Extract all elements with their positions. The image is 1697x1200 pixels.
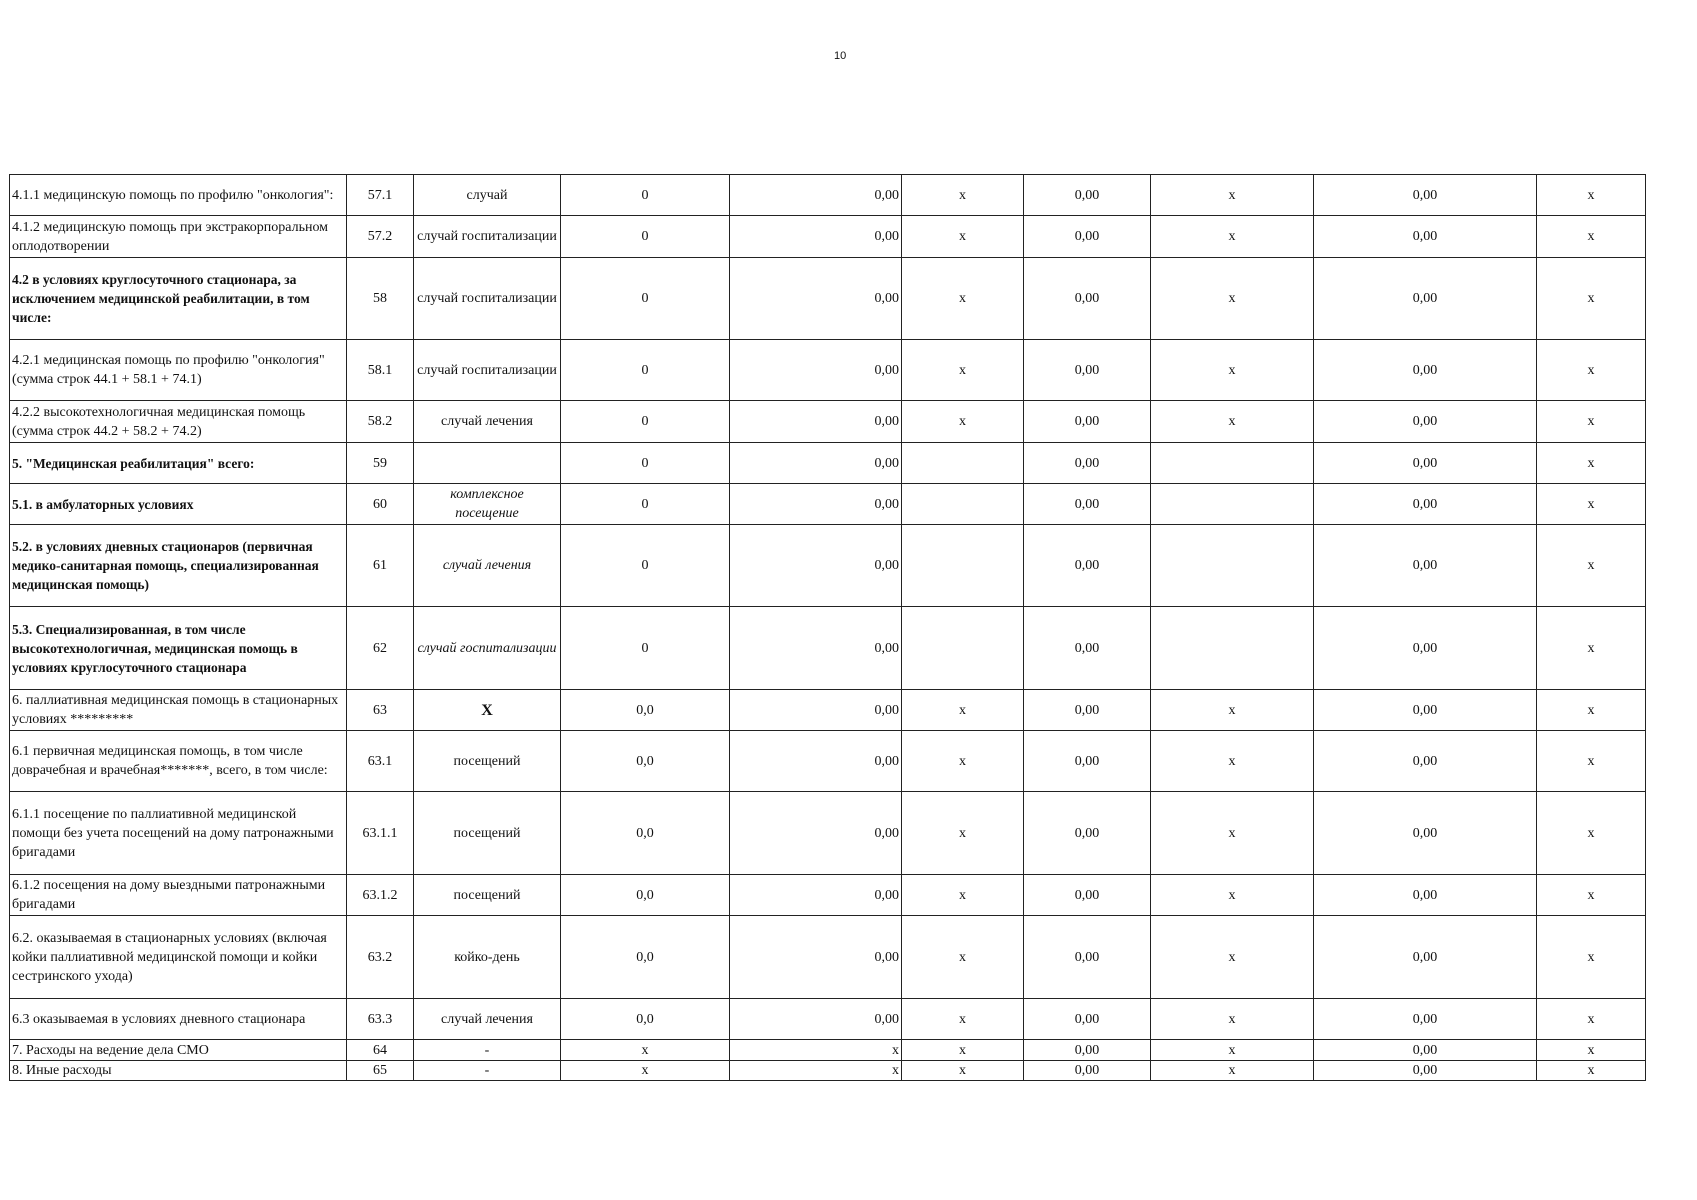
value-cell-6: x <box>902 690 1024 731</box>
unit-cell: X <box>414 690 561 731</box>
value-cell-10: x <box>1537 525 1646 607</box>
row-code: 63.3 <box>347 999 414 1040</box>
value-cell-4: 0,0 <box>561 731 730 792</box>
value-cell-5: 0,00 <box>730 792 902 875</box>
value-cell-6 <box>902 443 1024 484</box>
value-cell-9: 0,00 <box>1314 340 1537 401</box>
value-cell-5: 0,00 <box>730 484 902 525</box>
value-cell-4: 0 <box>561 216 730 258</box>
value-cell-9: 0,00 <box>1314 258 1537 340</box>
value-cell-4: 0 <box>561 484 730 525</box>
value-cell-7: 0,00 <box>1024 1040 1151 1061</box>
value-cell-4: 0 <box>561 175 730 216</box>
value-cell-9: 0,00 <box>1314 175 1537 216</box>
value-cell-10: x <box>1537 1061 1646 1081</box>
row-code: 60 <box>347 484 414 525</box>
value-cell-8 <box>1151 484 1314 525</box>
value-cell-4: 0 <box>561 525 730 607</box>
value-cell-7: 0,00 <box>1024 607 1151 690</box>
value-cell-10: x <box>1537 607 1646 690</box>
table-row <box>10 792 1646 875</box>
value-cell-6 <box>902 525 1024 607</box>
value-cell-7: 0,00 <box>1024 525 1151 607</box>
row-code: 65 <box>347 1061 414 1081</box>
row-label: 4.2.1 медицинская помощь по профилю "онкология" (сумма строк 44.1 + 58.1 + 74.1) <box>10 340 347 401</box>
value-cell-9: 0,00 <box>1314 875 1537 916</box>
unit-cell: койко-день <box>414 916 561 999</box>
value-cell-6: x <box>902 175 1024 216</box>
unit-cell: - <box>414 1040 561 1061</box>
value-cell-8: x <box>1151 401 1314 443</box>
value-cell-7: 0,00 <box>1024 1061 1151 1081</box>
row-code: 63.1.2 <box>347 875 414 916</box>
value-cell-6: x <box>902 401 1024 443</box>
value-cell-5: 0,00 <box>730 401 902 443</box>
row-label: 4.2.2 высокотехнологичная медицинская помощь (сумма строк 44.2 + 58.2 + 74.2) <box>10 401 347 443</box>
value-cell-6: x <box>902 875 1024 916</box>
value-cell-10: x <box>1537 340 1646 401</box>
value-cell-4: 0 <box>561 258 730 340</box>
value-cell-6: x <box>902 1061 1024 1081</box>
value-cell-8: x <box>1151 731 1314 792</box>
row-label: 4.1.1 медицинскую помощь по профилю "онкология": <box>10 175 347 216</box>
value-cell-5: 0,00 <box>730 607 902 690</box>
value-cell-7: 0,00 <box>1024 401 1151 443</box>
unit-cell: комплексное посещение <box>414 484 561 525</box>
value-cell-9: 0,00 <box>1314 443 1537 484</box>
value-cell-7: 0,00 <box>1024 690 1151 731</box>
table-row <box>10 525 1646 607</box>
value-cell-10: x <box>1537 999 1646 1040</box>
row-code: 63.1.1 <box>347 792 414 875</box>
value-cell-9: 0,00 <box>1314 1061 1537 1081</box>
value-cell-7: 0,00 <box>1024 999 1151 1040</box>
value-cell-4: 0,0 <box>561 690 730 731</box>
row-label: 6.1.2 посещения на дому выездными патронажными бригадами <box>10 875 347 916</box>
value-cell-10: x <box>1537 731 1646 792</box>
value-cell-9: 0,00 <box>1314 731 1537 792</box>
value-cell-10: x <box>1537 401 1646 443</box>
value-cell-4: 0,0 <box>561 875 730 916</box>
value-cell-5: 0,00 <box>730 175 902 216</box>
row-label: 5. "Медицинская реабилитация" всего: <box>10 443 347 484</box>
row-label: 6.3 оказываемая в условиях дневного стационара <box>10 999 347 1040</box>
value-cell-9: 0,00 <box>1314 216 1537 258</box>
table-row <box>10 690 1646 731</box>
row-code: 57.2 <box>347 216 414 258</box>
table-row <box>10 999 1646 1040</box>
unit-cell: случай госпитализации <box>414 340 561 401</box>
value-cell-8: x <box>1151 258 1314 340</box>
value-cell-8: x <box>1151 340 1314 401</box>
value-cell-7: 0,00 <box>1024 484 1151 525</box>
value-cell-10: x <box>1537 175 1646 216</box>
value-cell-6: x <box>902 340 1024 401</box>
value-cell-5: 0,00 <box>730 216 902 258</box>
row-code: 57.1 <box>347 175 414 216</box>
unit-cell: - <box>414 1061 561 1081</box>
value-cell-10: x <box>1537 258 1646 340</box>
unit-cell: посещений <box>414 792 561 875</box>
unit-cell: посещений <box>414 875 561 916</box>
value-cell-8 <box>1151 443 1314 484</box>
value-cell-7: 0,00 <box>1024 875 1151 916</box>
value-cell-8: x <box>1151 792 1314 875</box>
value-cell-10: x <box>1537 1040 1646 1061</box>
row-label: 8. Иные расходы <box>10 1061 347 1081</box>
value-cell-9: 0,00 <box>1314 484 1537 525</box>
value-cell-8: x <box>1151 216 1314 258</box>
unit-cell: случай лечения <box>414 401 561 443</box>
value-cell-7: 0,00 <box>1024 792 1151 875</box>
value-cell-7: 0,00 <box>1024 258 1151 340</box>
row-label: 5.1. в амбулаторных условиях <box>10 484 347 525</box>
value-cell-4: 0 <box>561 340 730 401</box>
table-row <box>10 443 1646 484</box>
value-cell-8 <box>1151 525 1314 607</box>
value-cell-9: 0,00 <box>1314 792 1537 875</box>
value-cell-8: x <box>1151 1061 1314 1081</box>
table-row <box>10 607 1646 690</box>
value-cell-10: x <box>1537 443 1646 484</box>
value-cell-5: 0,00 <box>730 690 902 731</box>
page-number: 10 <box>834 50 847 62</box>
row-code: 64 <box>347 1040 414 1061</box>
unit-cell: посещений <box>414 731 561 792</box>
value-cell-5: 0,00 <box>730 443 902 484</box>
value-cell-5: 0,00 <box>730 731 902 792</box>
row-code: 63.1 <box>347 731 414 792</box>
value-cell-5: 0,00 <box>730 875 902 916</box>
value-cell-6: x <box>902 731 1024 792</box>
row-label: 6.2. оказываемая в стационарных условиях (включая койки паллиативной медицинской помощи и койки сестринского ухода) <box>10 916 347 999</box>
table-row <box>10 484 1646 525</box>
value-cell-8: x <box>1151 690 1314 731</box>
row-label: 7. Расходы на ведение дела СМО <box>10 1040 347 1061</box>
unit-cell <box>414 443 561 484</box>
unit-cell: случай госпитализации <box>414 216 561 258</box>
value-cell-9: 0,00 <box>1314 607 1537 690</box>
value-cell-9: 0,00 <box>1314 690 1537 731</box>
value-cell-9: 0,00 <box>1314 525 1537 607</box>
value-cell-4: 0,0 <box>561 999 730 1040</box>
row-code: 58 <box>347 258 414 340</box>
unit-cell: случай лечения <box>414 525 561 607</box>
value-cell-4: x <box>561 1061 730 1081</box>
table-row <box>10 731 1646 792</box>
value-cell-7: 0,00 <box>1024 175 1151 216</box>
row-label: 6.1.1 посещение по паллиативной медицинской помощи без учета посещений на дому патронажными бригадами <box>10 792 347 875</box>
table-row <box>10 875 1646 916</box>
value-cell-4: x <box>561 1040 730 1061</box>
table-row <box>10 1061 1646 1081</box>
table-row <box>10 258 1646 340</box>
table-body <box>10 175 1646 1081</box>
value-cell-10: x <box>1537 792 1646 875</box>
value-cell-7: 0,00 <box>1024 916 1151 999</box>
value-cell-5: x <box>730 1061 902 1081</box>
unit-cell: случай госпитализации <box>414 607 561 690</box>
row-code: 63 <box>347 690 414 731</box>
value-cell-8 <box>1151 607 1314 690</box>
value-cell-10: x <box>1537 484 1646 525</box>
unit-cell: случай госпитализации <box>414 258 561 340</box>
row-code: 63.2 <box>347 916 414 999</box>
value-cell-6: x <box>902 1040 1024 1061</box>
value-cell-9: 0,00 <box>1314 401 1537 443</box>
value-cell-5: 0,00 <box>730 999 902 1040</box>
value-cell-8: x <box>1151 1040 1314 1061</box>
value-cell-6: x <box>902 916 1024 999</box>
value-cell-6: x <box>902 999 1024 1040</box>
unit-cell: случай <box>414 175 561 216</box>
row-label: 5.3. Специализированная, в том числе высокотехнологичная, медицинская помощь в условиях круглосуточного стационара <box>10 607 347 690</box>
value-cell-8: x <box>1151 999 1314 1040</box>
value-cell-8: x <box>1151 175 1314 216</box>
unit-cell: случай лечения <box>414 999 561 1040</box>
value-cell-7: 0,00 <box>1024 731 1151 792</box>
table-row <box>10 916 1646 999</box>
data-table <box>9 174 1646 1081</box>
value-cell-9: 0,00 <box>1314 999 1537 1040</box>
value-cell-6 <box>902 484 1024 525</box>
value-cell-6: x <box>902 258 1024 340</box>
value-cell-4: 0 <box>561 443 730 484</box>
value-cell-9: 0,00 <box>1314 1040 1537 1061</box>
table-row <box>10 175 1646 216</box>
table-row <box>10 401 1646 443</box>
value-cell-4: 0 <box>561 607 730 690</box>
value-cell-6 <box>902 607 1024 690</box>
row-code: 58.1 <box>347 340 414 401</box>
value-cell-5: x <box>730 1040 902 1061</box>
value-cell-9: 0,00 <box>1314 916 1537 999</box>
value-cell-7: 0,00 <box>1024 216 1151 258</box>
value-cell-5: 0,00 <box>730 340 902 401</box>
value-cell-5: 0,00 <box>730 525 902 607</box>
value-cell-5: 0,00 <box>730 916 902 999</box>
value-cell-4: 0,0 <box>561 916 730 999</box>
row-label: 5.2. в условиях дневных стационаров (первичная медико-санитарная помощь, специализированная медицинская помощь) <box>10 525 347 607</box>
row-label: 6.1 первичная медицинская помощь, в том числе доврачебная и врачебная*******, всего, в том числе: <box>10 731 347 792</box>
value-cell-8: x <box>1151 875 1314 916</box>
value-cell-10: x <box>1537 916 1646 999</box>
value-cell-10: x <box>1537 875 1646 916</box>
row-label: 6. паллиативная медицинская помощь в стационарных условиях ********* <box>10 690 347 731</box>
table-row <box>10 1040 1646 1061</box>
row-label: 4.1.2 медицинскую помощь при экстракорпоральном оплодотворении <box>10 216 347 258</box>
value-cell-5: 0,00 <box>730 258 902 340</box>
value-cell-6: x <box>902 216 1024 258</box>
table-row <box>10 216 1646 258</box>
value-cell-8: x <box>1151 916 1314 999</box>
row-code: 61 <box>347 525 414 607</box>
row-code: 62 <box>347 607 414 690</box>
value-cell-6: x <box>902 792 1024 875</box>
value-cell-4: 0,0 <box>561 792 730 875</box>
row-code: 59 <box>347 443 414 484</box>
value-cell-7: 0,00 <box>1024 340 1151 401</box>
row-code: 58.2 <box>347 401 414 443</box>
value-cell-10: x <box>1537 690 1646 731</box>
row-label: 4.2 в условиях круглосуточного стационара, за исключением медицинской реабилитации, в том числе: <box>10 258 347 340</box>
value-cell-4: 0 <box>561 401 730 443</box>
table-row <box>10 340 1646 401</box>
value-cell-10: x <box>1537 216 1646 258</box>
value-cell-7: 0,00 <box>1024 443 1151 484</box>
